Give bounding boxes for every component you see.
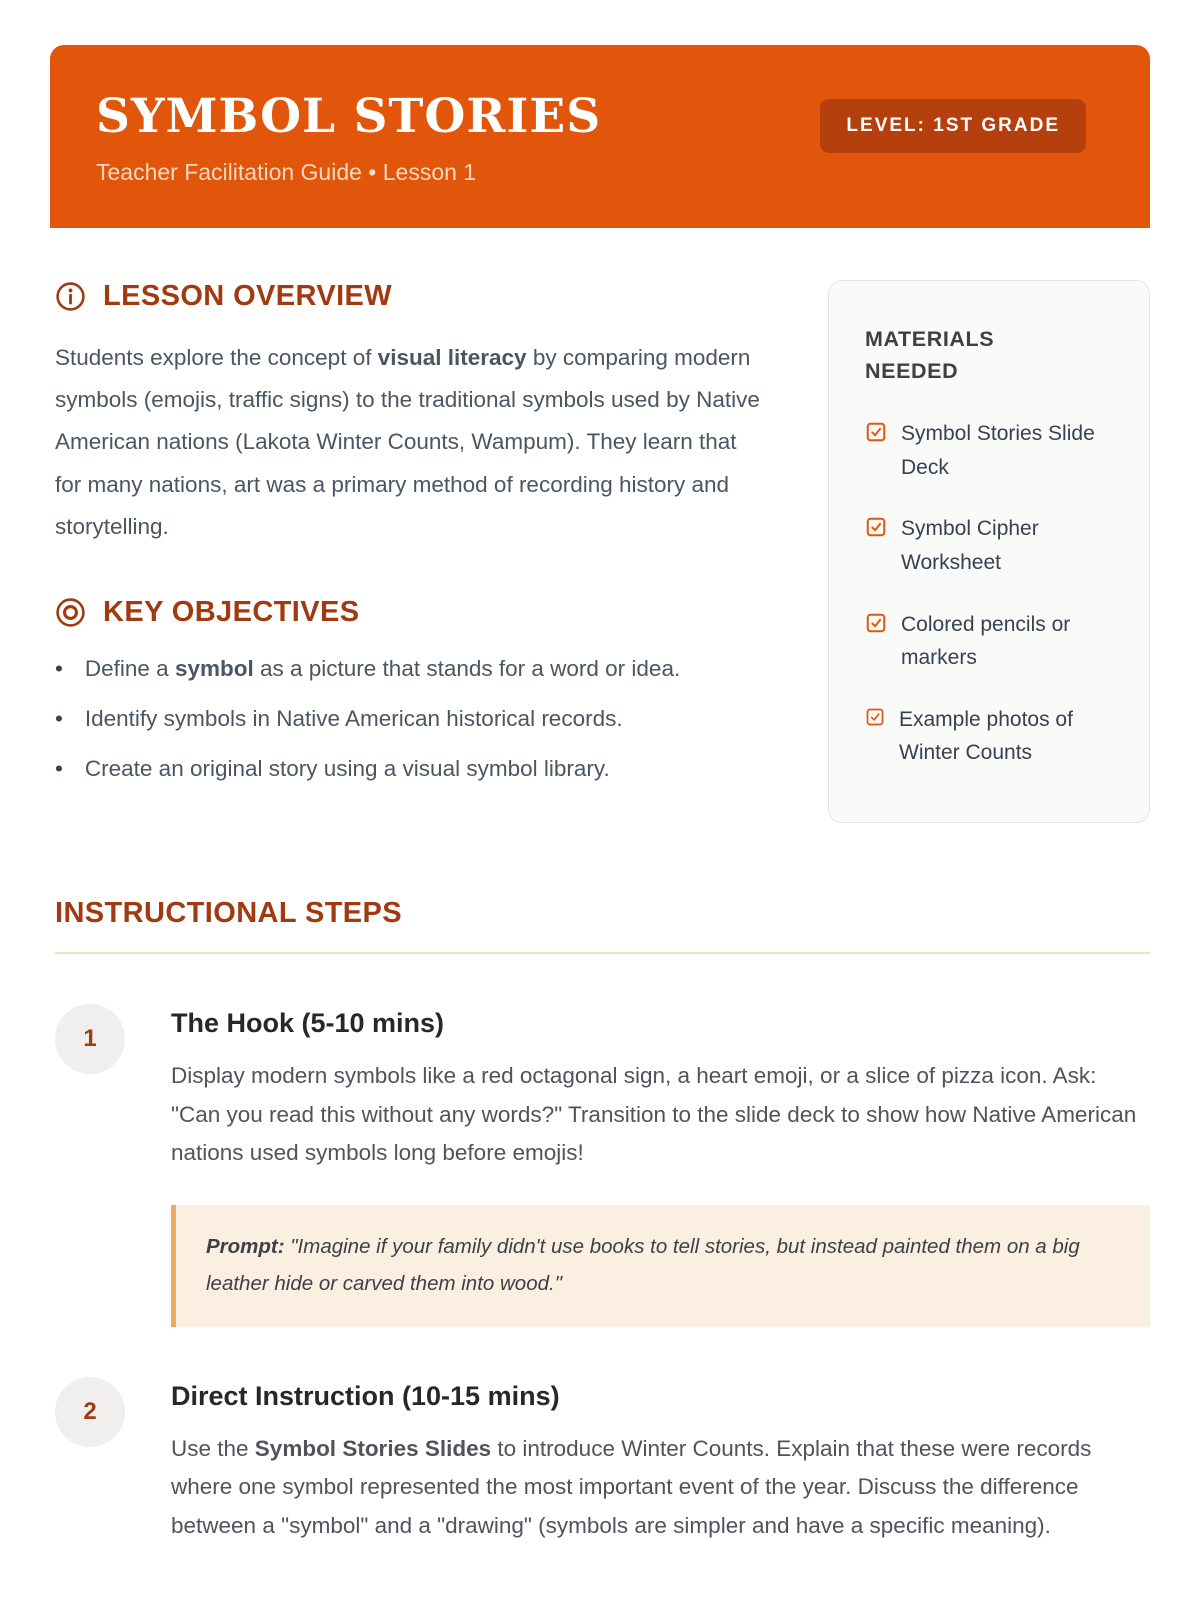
info-icon [55,281,86,312]
objectives-heading-label: KEY OBJECTIVES [103,596,360,629]
step-content [171,1004,1150,1327]
target-icon [55,597,86,628]
material-label: Colored pencils or markers [901,612,1071,670]
bullet-icon: • [55,756,63,782]
checkbox-check-icon [865,421,887,443]
step-number-badge: 1 [55,1004,125,1074]
materials-card [828,280,1150,823]
material-label: Symbol Stories Slide Deck [901,422,1095,479]
checkbox-check-icon [865,516,887,538]
checkbox-check-icon [865,707,885,727]
main-column [50,280,766,823]
page-subtitle: Teacher Facilitation Guide • Lesson 1 [96,158,477,185]
objective-item [55,701,766,737]
overview-heading-label: LESSON OVERVIEW [103,279,393,312]
step-2 [55,1377,1150,1546]
objectives-heading [55,596,766,629]
material-label: Example photos of Winter Counts [899,707,1073,765]
lesson-overview-section [55,280,766,548]
materials-heading: MATERIALS NEEDED [865,326,995,383]
step-1 [55,1004,1150,1327]
objectives-list [55,651,766,787]
prompt-callout: Prompt: "Imagine if your family didn't use books to tell stories, but instead painted them on a big leather hide or carved them into wood." [171,1205,1150,1327]
objective-text: Define a symbol as a picture that stands for a word or idea. [84,656,681,682]
objective-item [55,651,766,687]
material-item [865,417,1117,484]
material-label: Symbol Cipher Worksheet [901,517,1039,574]
bullet-icon: • [55,706,63,732]
material-item [865,703,1117,770]
material-item [865,608,1117,675]
material-item [865,512,1117,579]
checkbox-check-icon [865,612,887,634]
bullet-icon: • [55,656,63,682]
objective-text: Identify symbols in Native American historical records. [84,706,623,732]
page-title: SYMBOL STORIES [96,89,602,144]
overview-heading [55,280,766,313]
step-content [171,1377,1150,1546]
step-description: Display modern symbols like a red octagonal sign, a heart emoji, or a slice of pizza icon. Ask: "Can you read this without any words?" Transition to the slide deck to show how Native American nations used symbols long before emojis! [171,1062,1137,1166]
objective-text: Create an original story using a visual symbol library. [84,756,610,782]
step-title: The Hook (5-10 mins) [171,1007,445,1038]
overview-paragraph: Students explore the concept of visual literacy by comparing modern symbols (emojis, traffic signs) to the traditional symbols used by Native American nations (Lakota Winter Counts, Wampum). They learn that for many nations, art was a primary method of recording history and storytelling. [55,344,760,539]
step-number-badge: 2 [55,1377,125,1447]
level-badge: LEVEL: 1ST GRADE [820,99,1086,153]
steps-heading: INSTRUCTIONAL STEPS [55,896,403,929]
instructional-steps-section [50,897,1150,1546]
step-description: Use the Symbol Stories Slides to introduce Winter Counts. Explain that these were records where one symbol represented the most important event of the year. Discuss the difference between a "symbol" and a "drawing" (symbols are simpler and have a specific meaning). [171,1435,1092,1539]
step-title: Direct Instruction (10-15 mins) [171,1380,560,1411]
header-banner [50,45,1150,228]
content-columns [50,280,1150,823]
objective-item [55,751,766,787]
key-objectives-section [55,596,766,787]
header-text-group [96,91,601,186]
section-divider [55,952,1150,954]
